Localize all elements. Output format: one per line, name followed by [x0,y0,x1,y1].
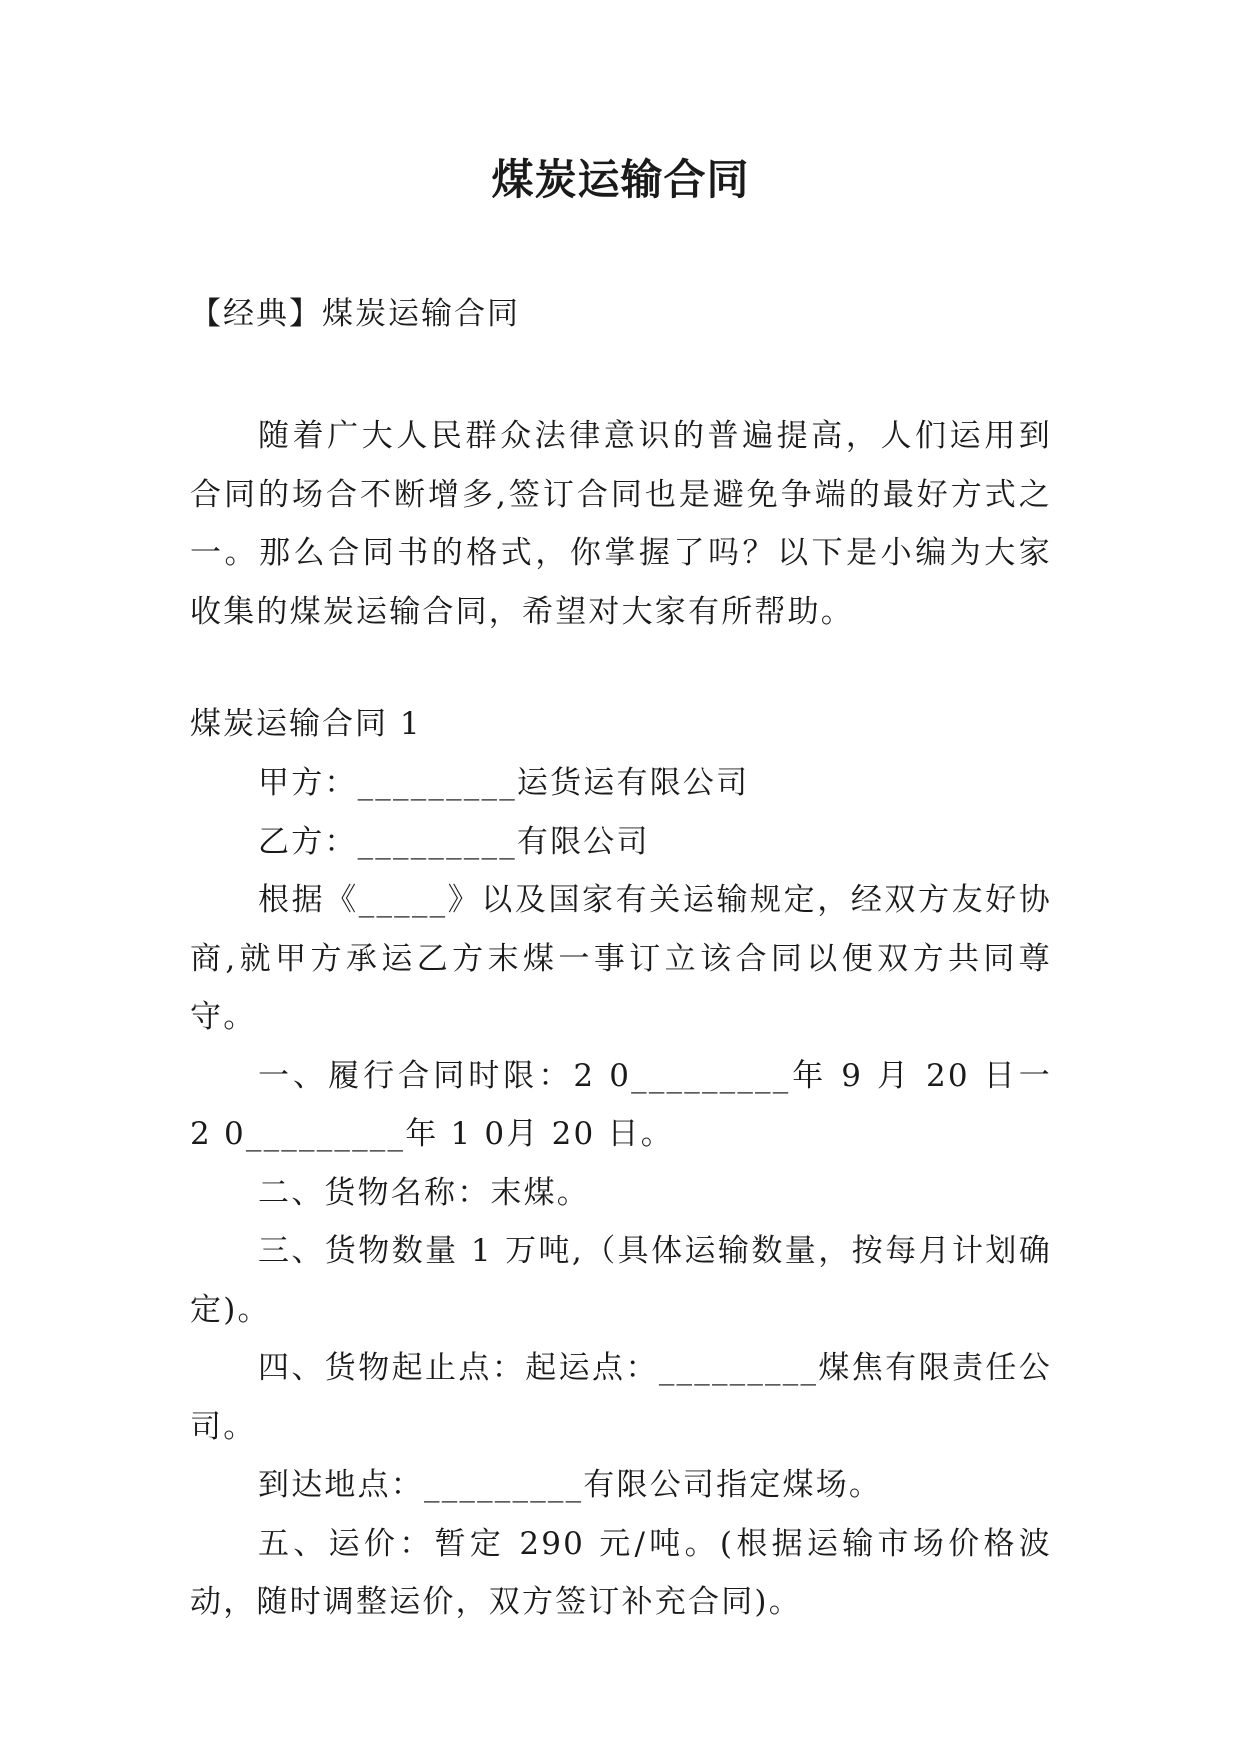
document-title: 煤炭运输合同 [491,155,750,204]
clause-freight-rate: 五、运价：暂定 290 元/吨。(根据运输市场价格波动，随时调整运价，双方签订补充合同)。 [190,1525,1052,1620]
intro-paragraph: 随着广大人民群众法律意识的普遍提高，人们运用到合同的场合不断增多,签订合同也是避免争端的最好方式之一。那么合同书的格式，你掌握了吗？以下是小编为大家收集的煤炭运输合同，希望对大家有所帮助。 [190,418,1052,630]
contract-body [190,754,1052,1632]
section-title: 煤炭运输合同 1 [190,706,422,742]
clause-term: 一、履行合同时限：2 0_________年 9 月 20 日一 2 0_________年 1 0月 20 日。 [190,1057,1052,1152]
preamble-paragraph: 根据《_____》以及国家有关运输规定，经双方友好协商,就甲方承运乙方末煤一事订立该合同以便双方共同尊守。 [190,882,1052,1035]
party-a-line: 甲方：_________运货运有限公司 [258,765,750,801]
clause-destination: 到达地点：_________有限公司指定煤场。 [258,1467,883,1503]
party-b-line: 乙方：_________有限公司 [258,823,650,860]
document-subtitle: 【经典】煤炭运输合同 [190,296,520,332]
clause-quantity: 三、货物数量 1 万吨,（具体运输数量，按每月计划确定)。 [190,1233,1052,1328]
clause-goods-name: 二、货物名称：末煤。 [258,1174,590,1211]
clause-origin: 四、货物起止点：起运点：_________煤焦有限责任公司。 [190,1350,1052,1445]
